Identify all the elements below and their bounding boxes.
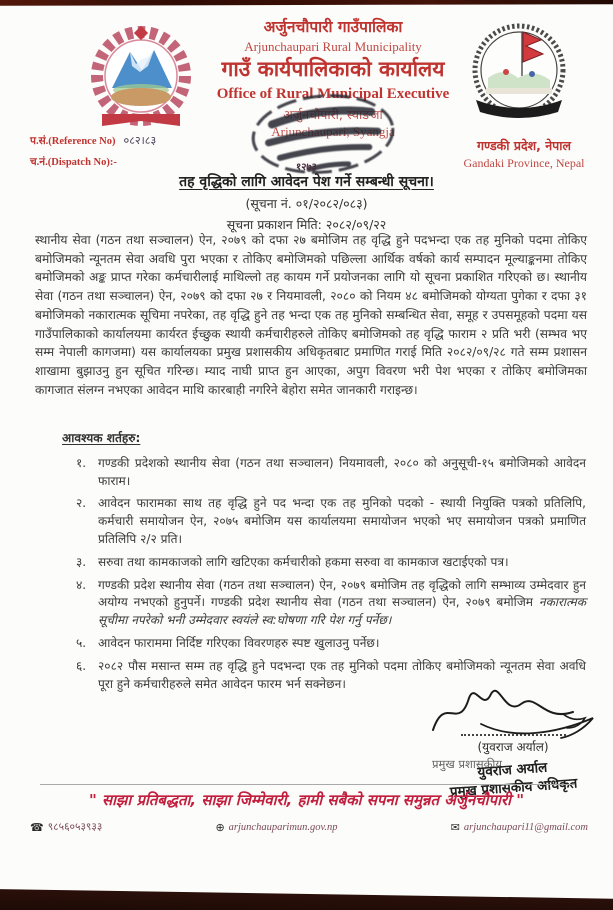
website-url: arjunchauparimun.gov.np	[228, 821, 338, 833]
condition-text-italic: नकारात्मक सूचीमा नपरेको भनी उम्मेदवार स्वयंले स्व:घोषणा गरि पेश गर्नु पर्नेछ।	[98, 595, 586, 628]
condition-number: १.	[76, 455, 87, 470]
nepal-emblem	[466, 20, 572, 132]
office-name-english: Office of Rural Municipal Executive	[216, 86, 450, 103]
notice-title: तह वृद्धिको लागि आवेदन पेश गर्ने सम्बन्धी सूचना।	[179, 174, 434, 190]
condition-number: २.	[76, 496, 87, 511]
org-name-english: Arjunchaupari Rural Municipality	[244, 39, 422, 54]
municipal-emblem-graphic	[82, 26, 200, 134]
condition-text-main: गण्डकी प्रदेश स्थानीय सेवा (गठन तथा सञ्चालन) ऐन, २०७९ बमोजिम तह वृद्धिको लागि सम्भाव्य उम्मेदवार हुन अयोग्य नभएको हुनुपर्ने। गण्डकी प्रदेश स्थानीय सेवा (गठन तथा सञ्चालन) ऐन, २०७९ बमोजिम	[98, 577, 586, 610]
notice-body: स्थानीय सेवा (गठन तथा सञ्चालन) ऐन, २०७९ को दफा २७ बमोजिम तह वृद्धि हुने पदभन्दा एक तह मुनिको पदमा तोकिए बमोजिमको न्यूनतम सेवा अवधि पुरा भएका र तोकिए बमोजिमको पछिल्ला आर्थिक वर्षको कार्य सम्पादन मूल्याङ्कनमा तोकिए बमोजिमको अङ्क प्राप्त गरेका कर्मचारीलाई माथिल्लो तह कायम गर्ने प्रयोजनका लागि यो सूचना प्रकाशित गरिएको छ। स्थानीय सेवा (गठन तथा सञ्चालन) ऐन, २०७९ को दफा २७ र नियमावली, २०८० को नियम ४८ बमोजिमको योग्यता पुगेका र दफा ३१ बमोजिमको नकारात्मक सूचिमा नपरेका, तह वृद्धि हुने तह भन्दा एक तह मुनिको सम्बन्धित सेवा, समूह र उपसमूहको पदमा यस गाउँपालिकाको कार्यालयमा कार्यरत ईच्छुक स्थायी कर्मचारीहरुले तोकिए बमोजिमको तह वृद्धि फाराम २ प्रति भरी (सम्भव भए सम्म नेपाली कागजमा) यस कार्यालयका प्रमुख प्रशासकीय अधिकृतबाट प्रमाणित गराई मिति २०८२/०९/२८ गते सम्म प्रशासन शाखामा बुझाउनु हुन सूचित गरिन्छ। म्याद नाघी प्राप्त हुन आएका, अपुग विवरण भरी पेश भएका र तोकिए बमोजिमका कागजात संलग्न नभएका आवेदन माथि कारबाही नगरिने बेहोरा समेत जानकारी गराइन्छ।	[35, 233, 587, 397]
condition-number: ५.	[76, 635, 87, 650]
signatory-name: (युवराज अर्याल)	[477, 740, 549, 754]
globe-icon: ⊕	[215, 821, 225, 834]
stamp-name-text: युवराज अर्याल	[476, 759, 548, 781]
phone-contact	[30, 820, 102, 834]
conditions-heading: आवश्यक शर्तहरु:	[62, 431, 141, 445]
motto-line: " साझा प्रतिबद्धता, साझा जिम्मेवारी, हामी सबैको सपना समुन्नत अर्जुनचौपारी "	[88, 791, 525, 809]
condition-text-main: २०८२ पौस मसान्त सम्म तह वृद्धि हुने पदभन्दा एक तह मुनिको पदमा तोकिए बमोजिमको न्यूनतम सेवा अवधि पूरा हुने कर्मचारीहरुले समेत आवेदन फारम भर्न सक्नेछन।	[98, 658, 586, 691]
condition-text	[98, 455, 586, 491]
scan-bottom-edge	[0, 889, 613, 910]
footer-divider	[40, 784, 575, 785]
municipal-emblem	[82, 26, 200, 134]
condition-text-main: आवेदन फारामका साथ तह वृद्धि हुने पद भन्दा एक तह मुनिको पदको - स्थायी नियुक्ति पत्रको प्रतिलिपि, कर्मचारी समायोजन ऐन, २०७५ बमोजिम यस कार्यालयमा समायोजन भएको भए समायोजन पत्रको प्रमाणित प्रतिलिपि २/२ प्रति।	[98, 496, 586, 546]
condition-number: ६.	[76, 658, 87, 673]
condition-item	[62, 554, 586, 572]
condition-item	[62, 495, 586, 548]
condition-text	[98, 635, 586, 653]
scan-top-edge	[0, 0, 613, 6]
condition-text-main: सरुवा तथा कामकाजको लागि खटिएका कर्मचारीको हकमा सरुवा वा कामकाज खटाईएको पत्र।	[98, 554, 509, 569]
phone-icon: ☎	[30, 820, 44, 834]
email-address: arjunchaupari11@gmail.com	[463, 821, 588, 833]
email-contact	[451, 821, 588, 834]
province-block	[440, 137, 608, 171]
condition-text	[98, 554, 586, 572]
official-stamp	[242, 83, 404, 184]
website-contact	[215, 821, 337, 834]
reference-block	[30, 131, 156, 175]
province-english: Gandaki Province, Nepal	[463, 156, 585, 170]
condition-item	[62, 455, 586, 491]
condition-text-main: आवेदन फाराममा निर्दिष्ट गरिएका विवरणहरु स्पष्ट खुलाउनु पर्नेछ।	[98, 635, 380, 650]
conditions-section	[62, 430, 586, 698]
province-nepali: गण्डकी प्रदेश, नेपाल	[477, 138, 571, 153]
title-block	[0, 172, 613, 233]
reference-label: प.सं.(Reference No)	[30, 136, 116, 147]
signatory-title-typed: प्रमुख प्रशासकीय	[432, 757, 503, 771]
condition-text	[98, 577, 586, 630]
dispatch-label: च.नं.(Dispatch No):-	[30, 157, 117, 168]
notice-number: (सूचना नं. ०१/२०८२/०८३)	[245, 196, 368, 211]
publish-date: सूचना प्रकाशन मिति: २०८२/०९/२२	[226, 217, 387, 232]
condition-number: ४.	[76, 577, 87, 592]
reference-line	[30, 131, 156, 149]
condition-text-main: गण्डकी प्रदेशको स्थानीय सेवा (गठन तथा सञ्चालन) नियमावली, २०८० को अनुसूची-१५ बमोजिमको आवेदन फाराम।	[98, 455, 586, 488]
stamp-title-text: प्रमुख प्रशासकीय अधिकृत	[449, 775, 578, 801]
condition-item	[62, 635, 586, 653]
signature-scribble	[423, 680, 603, 742]
nepal-emblem-graphic	[466, 20, 572, 132]
place-nepali: अर्जुनचौपारी, स्याङजा	[283, 107, 383, 123]
official-stamp-graphic	[242, 83, 404, 184]
condition-number: ३.	[76, 554, 87, 569]
signature-line	[461, 734, 566, 736]
place-english: Arjunchaupari, Syangja	[271, 124, 395, 140]
email-icon: ✉	[450, 821, 460, 834]
phone-number: ९८५६०५३९३३	[47, 821, 103, 833]
condition-item	[62, 577, 586, 630]
office-name-nepali: गाउँ कार्यपालिकाको कार्यालय	[221, 57, 445, 81]
condition-text	[98, 495, 586, 548]
contact-row	[30, 820, 588, 834]
stamp-number: १२७३	[296, 162, 317, 173]
org-name-nepali: अर्जुनचौपारी गाउँपालिका	[263, 18, 403, 36]
reference-value: ०८२।८३	[123, 134, 157, 147]
